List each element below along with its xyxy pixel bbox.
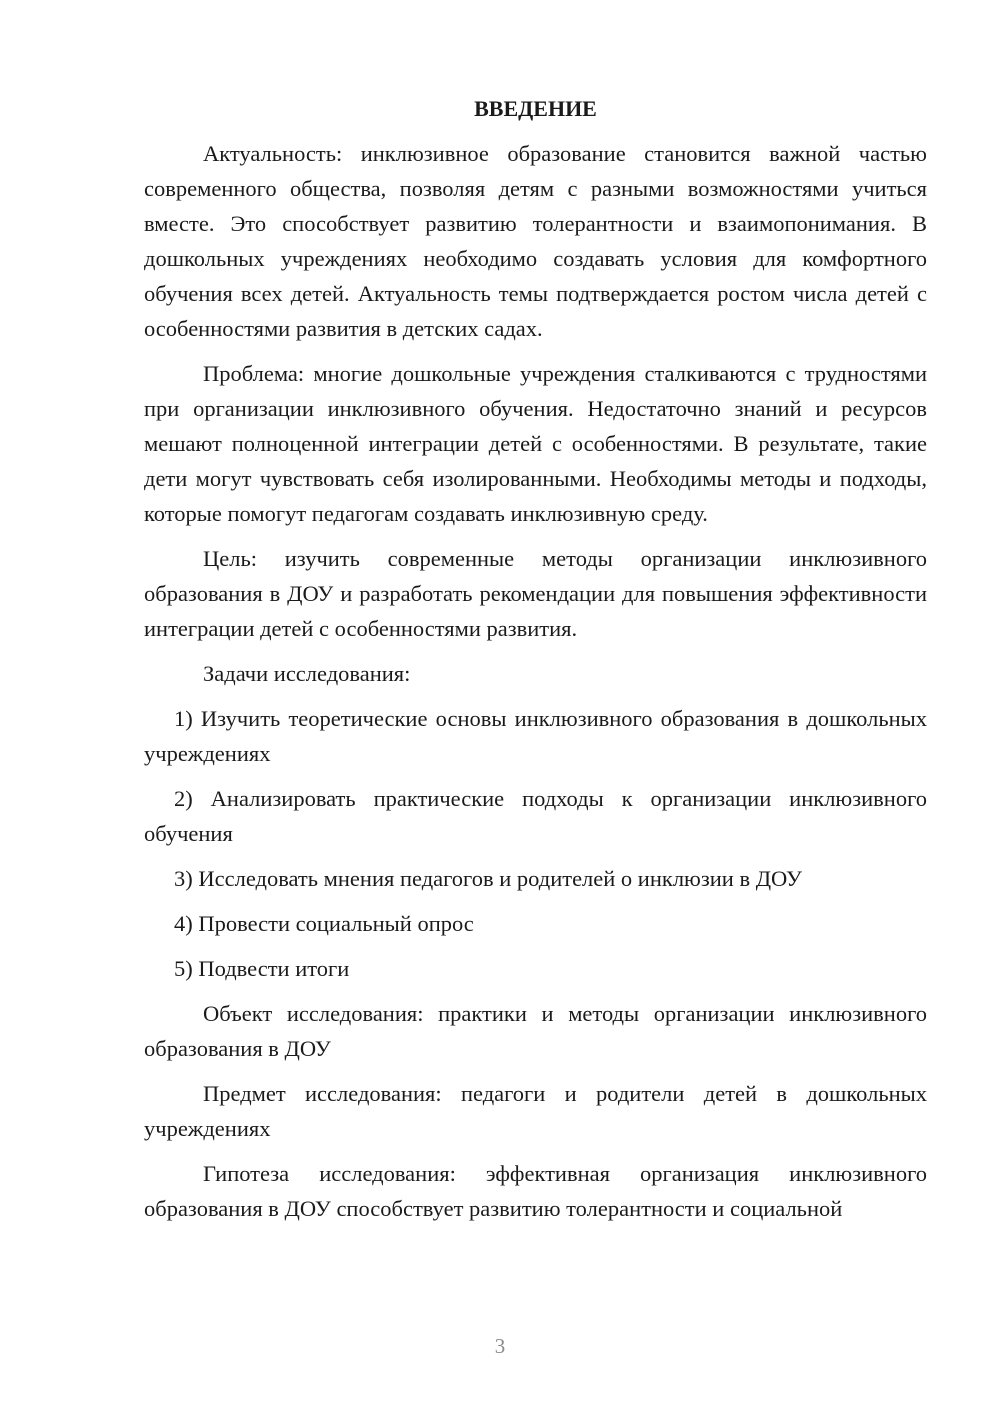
task-item-2: 2) Анализировать практические подходы к организации инклюзивного обучения: [144, 786, 927, 846]
paragraph-hypothesis: Гипотеза исследования: эффективная организация инклюзивного образования в ДОУ способствует развитию толерантности и социальной: [144, 1161, 927, 1221]
paragraph-object: Объект исследования: практики и методы организации инклюзивного образования в ДОУ: [144, 1001, 927, 1061]
page-content: [144, 94, 927, 1236]
task-item-1: 1) Изучить теоретические основы инклюзивного образования в дошкольных учреждениях: [144, 706, 927, 766]
paragraph-tasks-heading: Задачи исследования:: [203, 661, 411, 686]
paragraph-relevance: Актуальность: инклюзивное образование становится важной частью современного общества, позволяя детям с разными возможностями учиться вместе. Это способствует развитию толерантности и взаимопонимания. В дошкольных учреждениях необходимо создавать условия для комфортного обучения всех детей. Актуальность темы подтверждается ростом числа детей с особенностями развития в детских садах.: [144, 141, 927, 341]
paragraph-subject: Предмет исследования: педагоги и родители детей в дошкольных учреждениях: [144, 1081, 927, 1141]
paragraph-problem: Проблема: многие дошкольные учреждения сталкиваются с трудностями при организации инклюзивного обучения. Недостаточно знаний и ресурсов мешают полноценной интеграции детей с особенностями. В результате, такие дети могут чувствовать себя изолированными. Необходимы методы и подходы, которые помогут педагогам создавать инклюзивную среду.: [144, 361, 927, 526]
task-item-3: 3) Исследовать мнения педагогов и родителей о инклюзии в ДОУ: [174, 866, 802, 891]
page-number: 3: [494, 1334, 506, 1358]
task-item-5: 5) Подвести итоги: [174, 956, 350, 981]
task-item-4: 4) Провести социальный опрос: [174, 911, 474, 936]
paragraph-goal: Цель: изучить современные методы организации инклюзивного образования в ДОУ и разработать рекомендации для повышения эффективности интеграции детей с особенностями развития.: [144, 546, 927, 641]
section-title: ВВЕДЕНИЕ: [474, 96, 597, 121]
